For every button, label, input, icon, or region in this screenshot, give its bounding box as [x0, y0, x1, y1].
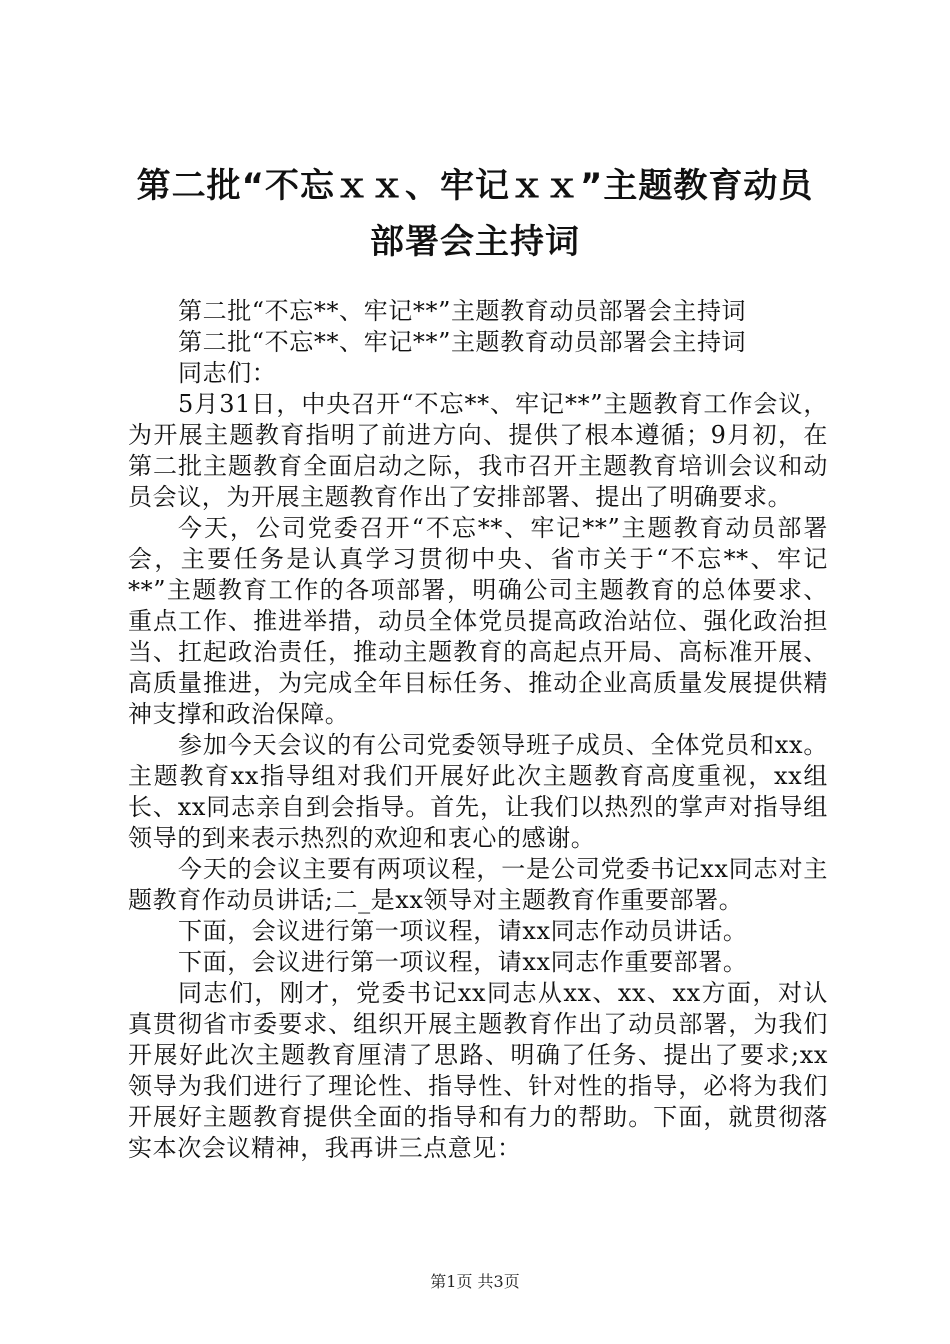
paragraph-meeting-purpose: 今天，公司党委召开“不忘**、牢记**”主题教育动员部署会，主要任务是认真学习贯彻中央、省市关于“不忘**、牢记**”主题教育工作的各项部署，明确公司主题教育的总体要求、重点工作、推进举措，动员全体党员提高政治站位、强化政治担当、扛起政治责任，推动主题教育的高起点开局、高标准开展、高质量推进，为完成全年目标任务、推动企业高质量发展提供精神支撑和政治保障。 [128, 514, 828, 728]
document-title-line-2: 部署会主持词 [370, 222, 580, 262]
document-title-line-1: 第二批“不忘ｘｘ、牢记ｘｘ”主题教育动员 [136, 166, 814, 206]
paragraph-agenda: 今天的会议主要有两项议程，一是公司党委书记xx同志对主题教育作动员讲话;二_是xx领导对主题教育作重要部署。 [128, 855, 828, 914]
page-number-footer: 第1页 共3页 [430, 1272, 520, 1291]
paragraph-subtitle-1: 第二批“不忘**、牢记**”主题教育动员部署会主持词 [178, 297, 747, 325]
paragraph-summary: 同志们，刚才，党委书记xx同志从xx、xx、xx方面，对认真贯彻省市委要求、组织开展主题教育作出了动员部署，为我们开展好此次主题教育厘清了思路、明确了任务、提出了要求;xx领导为我们进行了理论性、指导性、针对性的指导，必将为我们开展好主题教育提供全面的指导和有力的帮助。下面，就贯彻落实本次会议精神，我再讲三点意见： [128, 979, 828, 1162]
paragraph-background: 5月31日，中央召开“不忘**、牢记**”主题教育工作会议，为开展主题教育指明了前进方向、提供了根本遵循；9月初，在第二批主题教育全面启动之际，我市召开主题教育培训会议和动员会议，为开展主题教育作出了安排部署、提出了明确要求。 [128, 390, 828, 511]
paragraph-attendees: 参加今天会议的有公司党委领导班子成员、全体党员和xx。主题教育xx指导组对我们开展好此次主题教育高度重视，xx组长、xx同志亲自到会指导。首先，让我们以热烈的掌声对指导组领导的到来表示热烈的欢迎和衷心的感谢。 [128, 731, 828, 852]
paragraph-agenda-item-1: 下面，会议进行第一项议程，请xx同志作动员讲话。 [178, 917, 748, 945]
paragraph-subtitle-2: 第二批“不忘**、牢记**”主题教育动员部署会主持词 [178, 328, 747, 356]
document-body [128, 296, 828, 1164]
paragraph-agenda-item-2: 下面，会议进行第一项议程，请xx同志作重要部署。 [178, 948, 748, 976]
paragraph-salutation: 同志们： [178, 359, 277, 387]
